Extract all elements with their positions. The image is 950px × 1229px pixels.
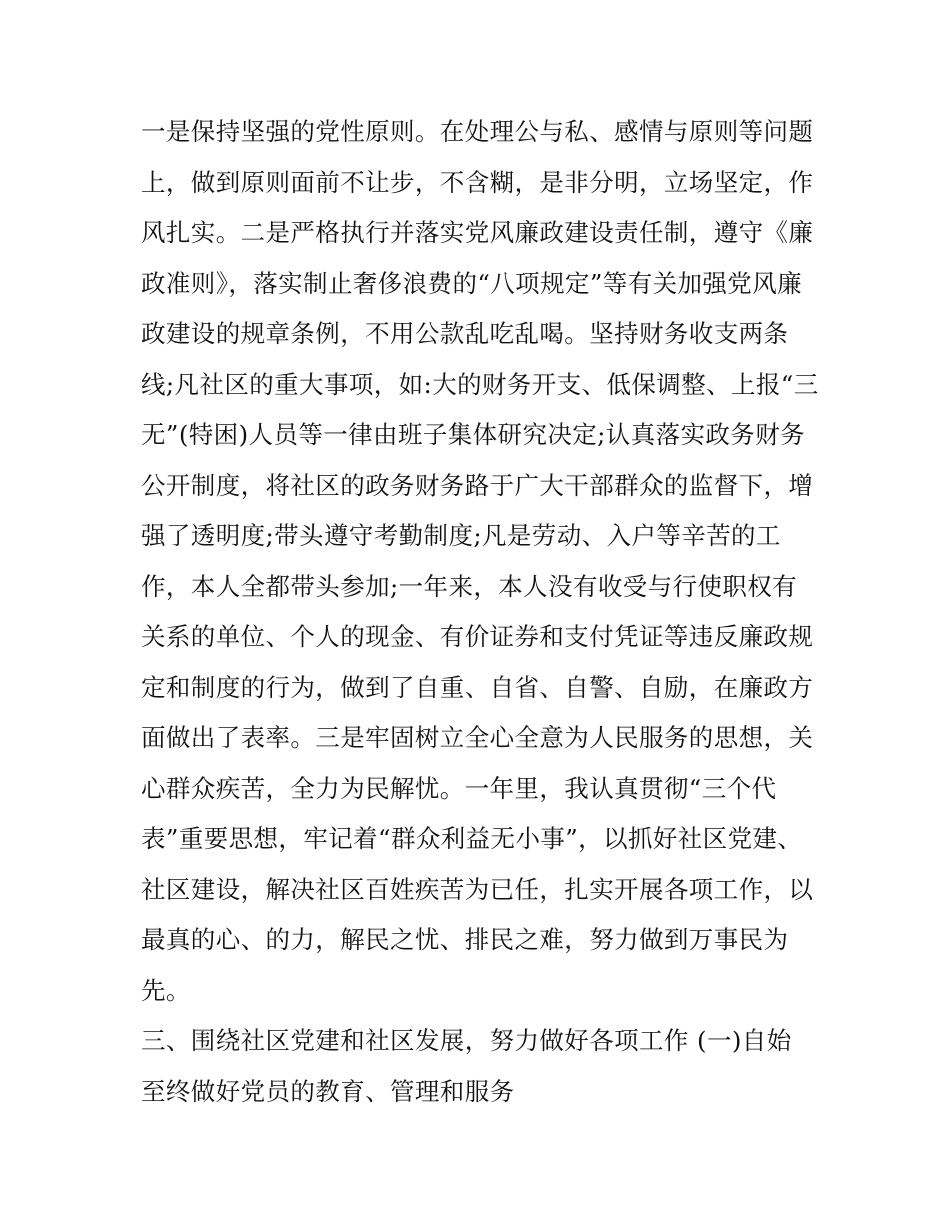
text-line: 线;凡社区的重大事项，如:大的财务开支、低保调整、上报“三 (141, 369, 819, 399)
text-line: 最真的心、的力，解民之忧、排民之难，努力做到万事民为 (141, 925, 789, 954)
section-heading-line: 至终做好党员的教育、管理和服务 (141, 1076, 515, 1106)
text-line: 公开制度，将社区的政务财务路于广大干部群众的监督下，增 (141, 470, 814, 500)
text-line: 政建设的规章条例，不用公款乱吃乱喝。坚持财务收支两条 (141, 319, 789, 348)
body-text (141, 107, 821, 1117)
text-line: 心群众疾苦，全力为民解忧。一年里，我认真贯彻“三个代 (141, 773, 777, 803)
text-line: 关系的单位、个人的现金、有价证券和支付凭证等违反廉政规 (141, 622, 814, 651)
section-heading-line: 三、围绕社区党建和社区发展，努力做好各项工作 (一)自始 (141, 1026, 792, 1055)
text-line: 一是保持坚强的党性原则。在处理公与私、感情与原则等问题 (141, 117, 814, 146)
text-line: 上，做到原则面前不让步，不含糊，是非分明，立场坚定，作 (141, 167, 814, 197)
text-line: 定和制度的行为，做到了自重、自省、自警、自励，在廉政方 (141, 672, 814, 702)
text-line: 作，本人全都带头参加;一年来，本人没有收受与行使职权有 (141, 571, 798, 601)
text-line: 风扎实。二是严格执行并落实党风廉政建设责任制，遵守《廉 (141, 218, 814, 247)
text-line: 政准则》，落实制止奢侈浪费的“八项规定”等有关加强党风廉 (141, 268, 802, 298)
text-line: 无”(特困)人员等一律由班子集体研究决定;认真落实政务财务 (141, 420, 805, 449)
text-line: 社区建设，解决社区百姓疾苦为已任，扎实开展各项工作，以 (141, 874, 814, 904)
text-line: 面做出了表率。三是牢固树立全心全意为人民服务的思想，关 (141, 723, 814, 752)
text-line: 表”重要思想，牢记着“群众利益无小事”，以抓好社区党建、 (141, 824, 803, 853)
text-line: 先。 (141, 975, 191, 1005)
text-line: 强了透明度;带头遵守考勤制度;凡是劳动、入户等辛苦的工 (141, 521, 781, 550)
